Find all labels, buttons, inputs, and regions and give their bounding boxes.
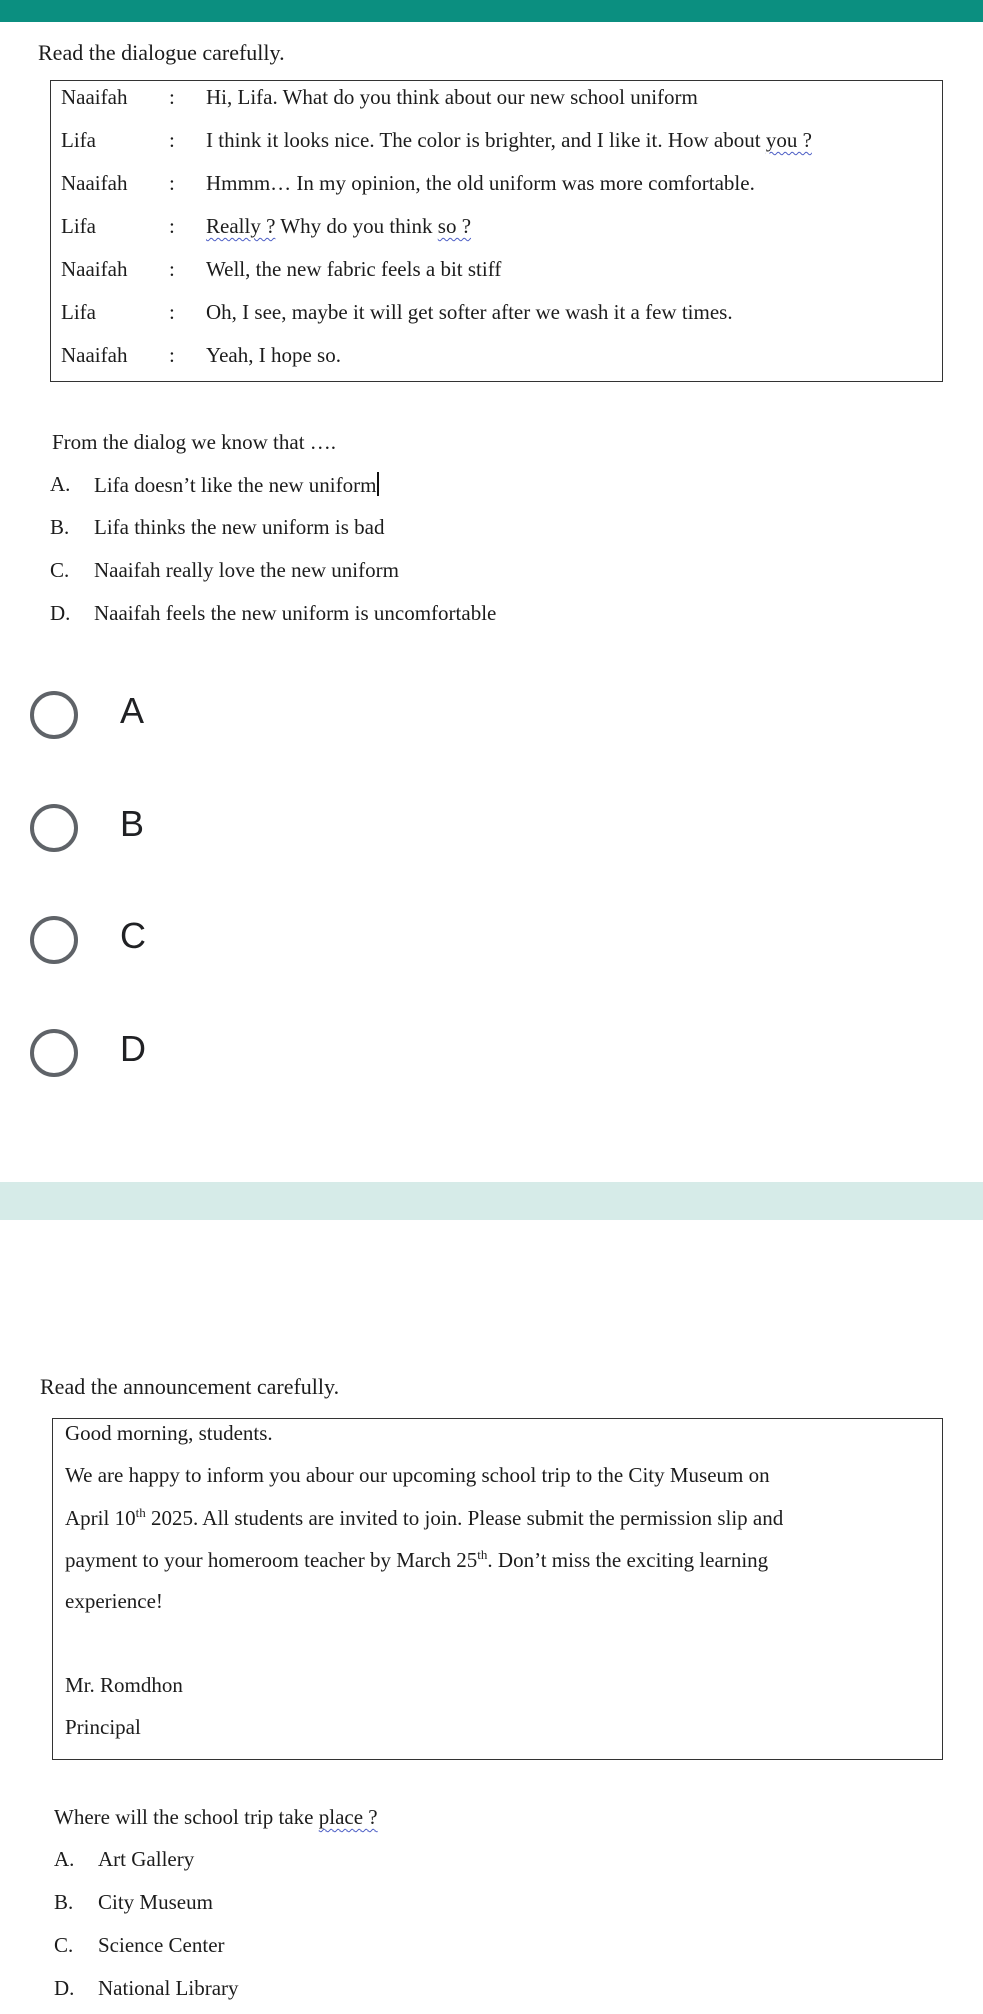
announcement-line: April 10th 2025. All students are invited to join. Please submit the permission slip and <box>65 1505 784 1530</box>
choice-c[interactable] <box>30 911 330 971</box>
greeting: Good morning, students. <box>65 1421 273 1445</box>
choice-label[interactable]: B <box>120 803 145 844</box>
top-accent-bar <box>0 0 983 22</box>
speaker: Lifa <box>61 214 96 238</box>
radio-button[interactable] <box>30 691 78 739</box>
line-text: Oh, I see, maybe it will get softer after we wash it a few times. <box>206 300 733 324</box>
line-text: Well, the new fabric feels a bit stiff <box>206 257 502 281</box>
speaker: Naaifah <box>61 171 128 195</box>
choice-a[interactable] <box>30 686 330 746</box>
q2-instruction: Read the announcement carefully. <box>40 1374 340 1399</box>
signer-name: Mr. Romdhon <box>65 1673 183 1697</box>
dialogue-box: Naaifah : Hi, Lifa. What do you think about our new school uniform Lifa : I think it looks nice. The color is brighter, and I like it. How about you ? Naaifah : Hmmm… In my opinion, the old uniform was more comfortable. Lifa : Really ? Why do you think so ? Naaifah : Well, the new fabric feels a bit stiff Lifa : Oh, I see, maybe it will get softer after we wash it a few times. Naaifah : Yeah, I hope so. <box>50 80 943 382</box>
radio-button[interactable] <box>30 916 78 964</box>
choice-label[interactable]: A <box>120 690 145 731</box>
q1-prompt: From the dialog we know that …. <box>52 430 337 454</box>
choice-d[interactable] <box>30 1024 330 1084</box>
speaker: Lifa <box>61 300 96 324</box>
speaker: Naaifah <box>61 257 128 281</box>
line-text: Hi, Lifa. What do you think about our new school uniform <box>206 85 698 109</box>
announcement-line: payment to your homeroom teacher by March 25th. Don’t miss the exciting learning <box>65 1547 769 1572</box>
line-text: I think it looks nice. The color is brighter, and I like it. How about you ? <box>206 128 812 152</box>
q1-instruction: Read the dialogue carefully. <box>38 40 285 65</box>
radio-button[interactable] <box>30 804 78 852</box>
q2-prompt: Where will the school trip take place ? <box>54 1805 378 1829</box>
text-cursor <box>377 472 379 496</box>
announcement-box <box>52 1418 943 1760</box>
announcement-line: We are happy to inform you abour our upcoming school trip to the City Museum on <box>65 1463 770 1487</box>
speaker: Naaifah <box>61 85 128 109</box>
line-text: Really ? Why do you think so ? <box>206 214 472 238</box>
choice-b[interactable] <box>30 799 330 859</box>
question-separator <box>0 1182 983 1220</box>
signer-role: Principal <box>65 1715 141 1739</box>
choice-label[interactable]: C <box>120 915 146 956</box>
announcement-line: experience! <box>65 1589 163 1613</box>
line-text: Hmmm… In my opinion, the old uniform was more comfortable. <box>206 171 755 195</box>
speaker: Naaifah <box>61 343 128 367</box>
speaker: Lifa <box>61 128 96 152</box>
radio-button[interactable] <box>30 1029 78 1077</box>
choice-label[interactable]: D <box>120 1028 146 1069</box>
line-text: Yeah, I hope so. <box>206 343 341 367</box>
